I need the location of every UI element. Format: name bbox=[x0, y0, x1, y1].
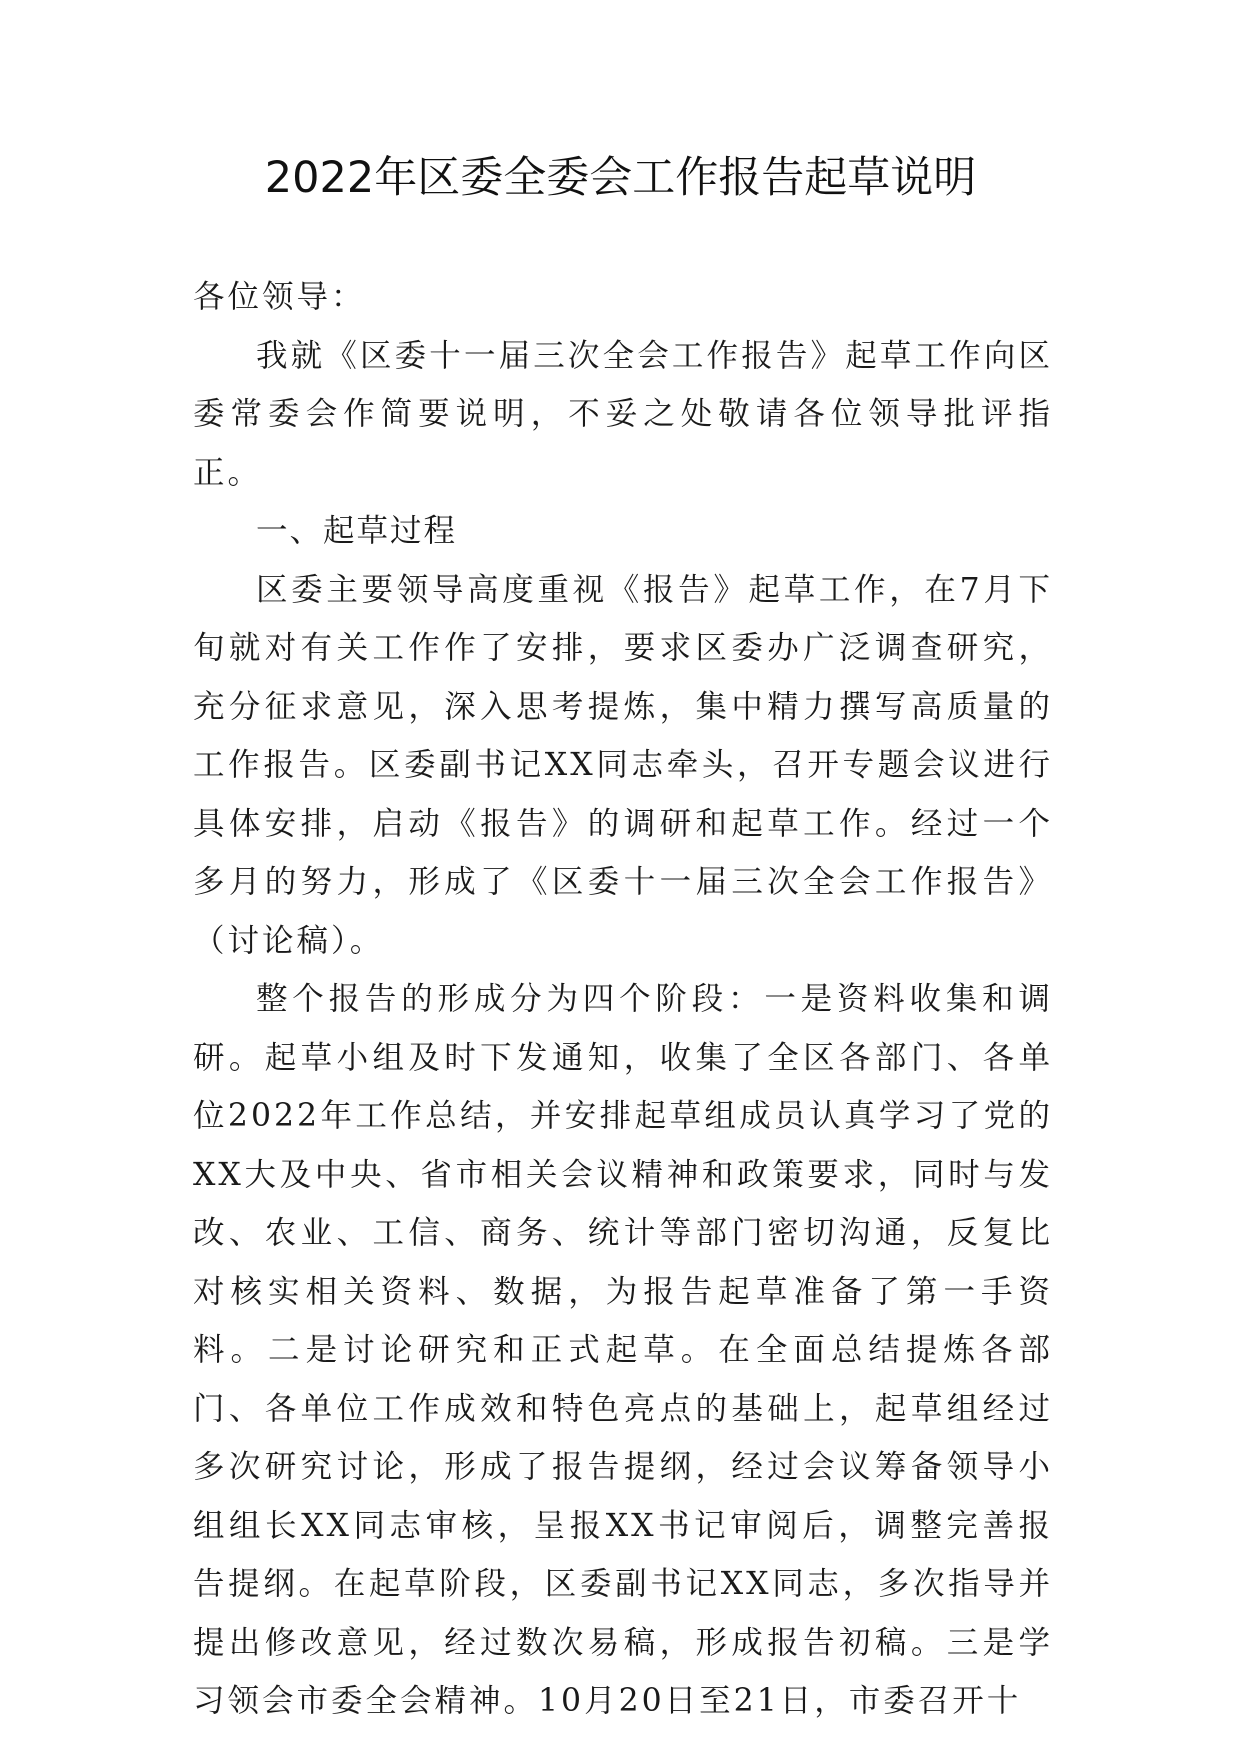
document-body bbox=[193, 268, 1053, 1731]
intro-paragraph: 我就《区委十一届三次全会工作报告》起草工作向区委常委会作简要说明，不妥之处敬请各位领导批评指正。 bbox=[193, 337, 1053, 491]
document-title: 2022年区委全委会工作报告起草说明 bbox=[264, 153, 977, 203]
body-paragraph-2: 整个报告的形成分为四个阶段：一是资料收集和调研。起草小组及时下发通知，收集了全区各部门、各单位2022年工作总结，并安排起草组成员认真学习了党的XX大及中央、省市相关会议精神和政策要求，同时与发改、农业、工信、商务、统计等部门密切沟通，反复比对核实相关资料、数据，为报告起草准备了第一手资料。二是讨论研究和正式起草。在全面总结提炼各部门、各单位工作成效和特色亮点的基础上，起草组经过多次研究讨论，形成了报告提纲，经过会议筹备领导小组组长XX同志审核，呈报XX书记审阅后，调整完善报告提纲。在起草阶段，区委副书记XX同志，多次指导并提出修改意见，经过数次易稿，形成报告初稿。三是学习领会市委全会精神。10月20日至21日，市委召开十 bbox=[193, 981, 1053, 1719]
body-paragraph-1: 区委主要领导高度重视《报告》起草工作，在7月下旬就对有关工作作了安排，要求区委办广泛调查研究，充分征求意见，深入思考提炼，集中精力撰写高质量的工作报告。区委副书记XX同志牵头，召开专题会议进行具体安排，启动《报告》的调研和起草工作。经过一个多月的努力，形成了《区委十一届三次全会工作报告》（讨论稿）。 bbox=[193, 571, 1053, 959]
salutation: 各位领导： bbox=[193, 279, 366, 315]
section-heading: 一、起草过程 bbox=[256, 513, 458, 549]
